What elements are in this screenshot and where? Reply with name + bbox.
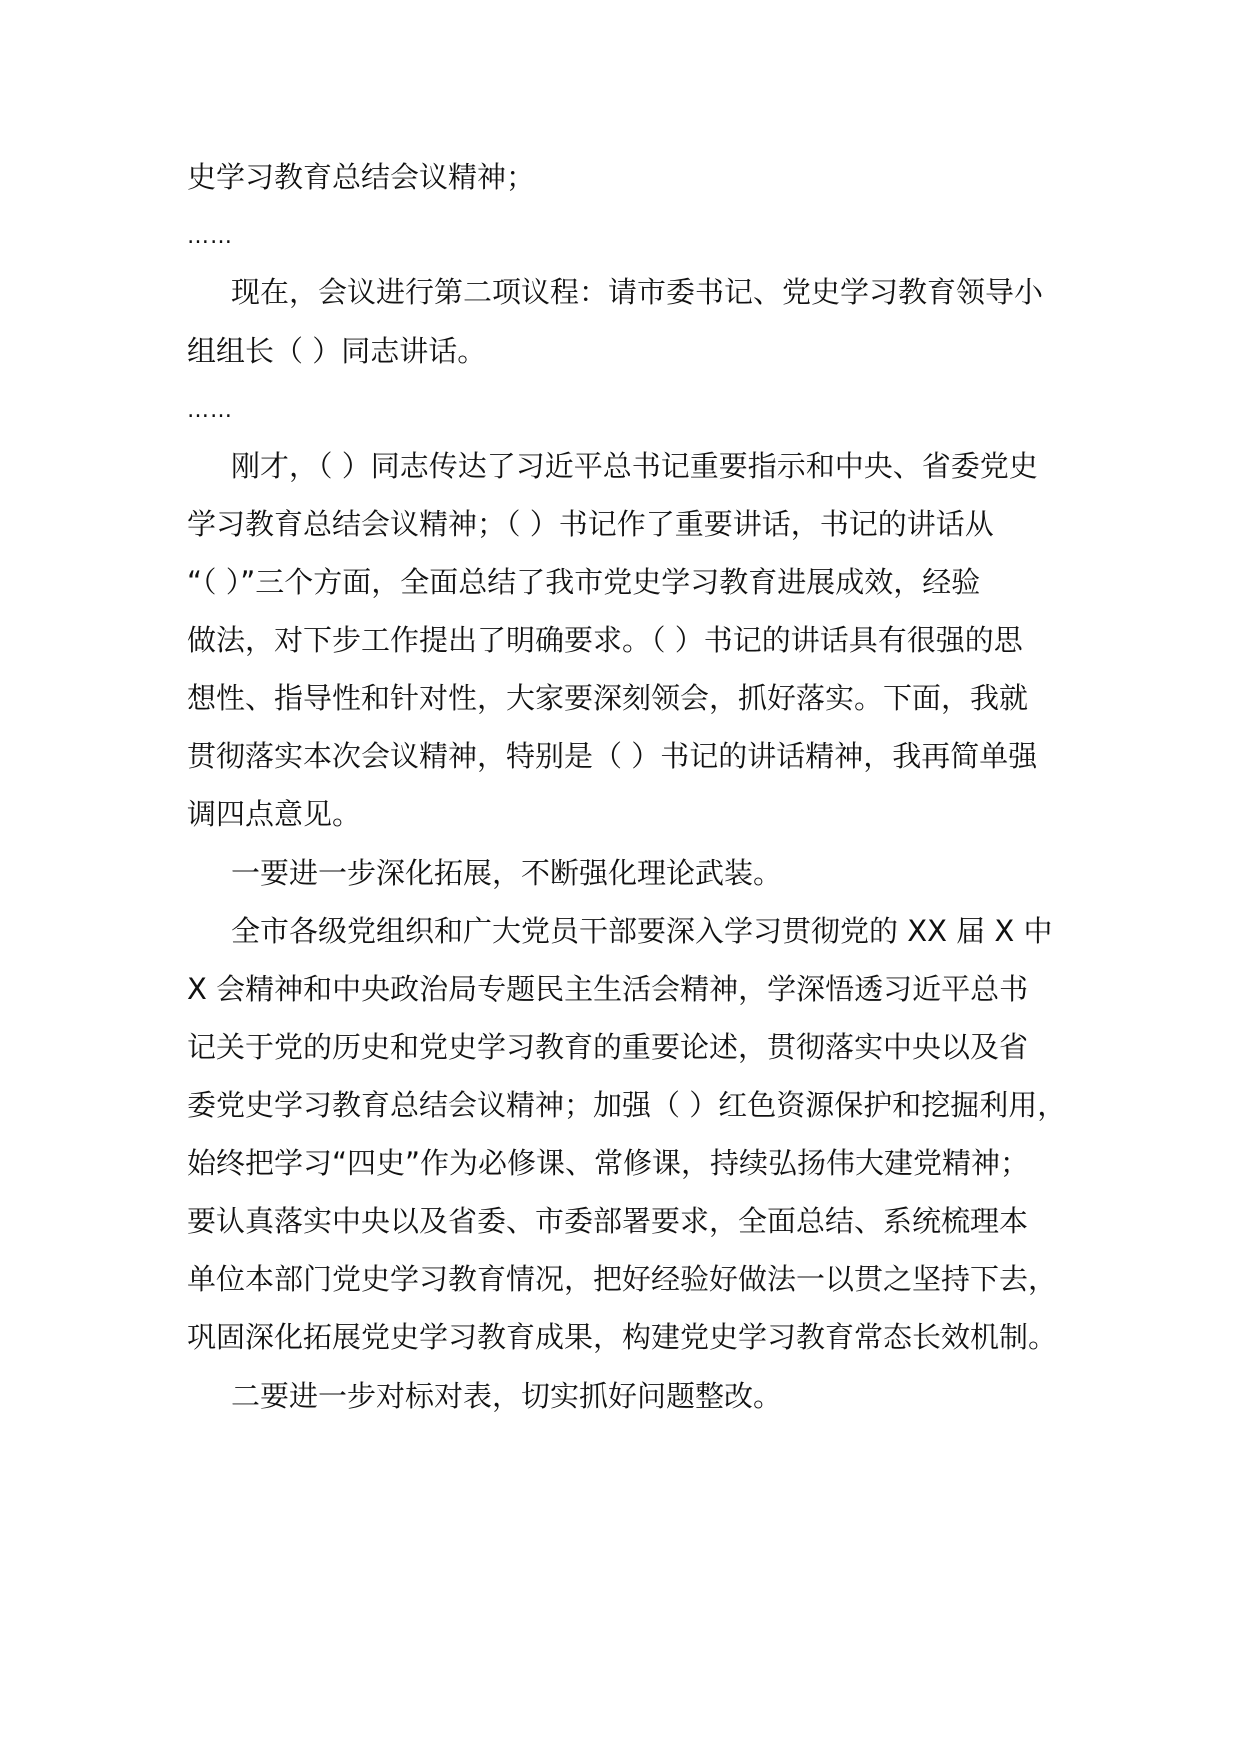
- text-line: 单位本部门党史学习教育情况，把好经验好做法一以贯之坚持下去，: [187, 1262, 1058, 1296]
- text-line: 委党史学习教育总结会议精神；加强（ ）红色资源保护和挖掘利用，: [187, 1088, 1067, 1122]
- ellipsis-line: ……: [187, 398, 233, 423]
- text-line: 贯彻落实本次会议精神，特别是（ ）书记的讲话精神，我再简单强: [187, 739, 1038, 773]
- text-line: 学习教育总结会议精神；（ ）书记作了重要讲话，书记的讲话从: [187, 507, 994, 541]
- paragraph-line: 刚才，（ ）同志传达了习近平总书记重要指示和中央、省委党史: [231, 449, 1038, 483]
- text-line: 想性、指导性和针对性，大家要深刻领会，抓好落实。下面，我就: [187, 681, 1029, 715]
- text-line: 要认真落实中央以及省委、市委部署要求，全面总结、系统梳理本: [187, 1204, 1029, 1238]
- text-line: 始终把学习“四史”作为必修课、常修课，持续弘扬伟大建党精神；: [187, 1146, 1030, 1180]
- text-line: X 会精神和中央政治局专题民主生活会精神，学深悟透习近平总书: [187, 972, 1029, 1006]
- text-line: 组组长（ ）同志讲话。: [187, 334, 487, 368]
- section-heading: 一要进一步深化拓展，不断强化理论武装。: [231, 856, 783, 890]
- text-line: 史学习教育总结会议精神；: [187, 160, 536, 194]
- text-line: “（ ）”三个方面，全面总结了我市党史学习教育进展成效，经验: [187, 565, 981, 599]
- text-line: 巩固深化拓展党史学习教育成果，构建党史学习教育常态长效机制。: [187, 1320, 1058, 1354]
- text-line: 记关于党的历史和党史学习教育的重要论述，贯彻落实中央以及省: [187, 1030, 1029, 1064]
- text-line: 做法，对下步工作提出了明确要求。（ ）书记的讲话具有很强的思: [187, 623, 1023, 657]
- section-heading: 二要进一步对标对表，切实抓好问题整改。: [231, 1379, 783, 1413]
- text-line: 调四点意见。: [187, 797, 362, 831]
- paragraph-line: 全市各级党组织和广大党员干部要深入学习贯彻党的 XX 届 X 中: [231, 914, 1053, 948]
- ellipsis-line: ……: [187, 224, 233, 249]
- paragraph-line: 现在，会议进行第二项议程：请市委书记、党史学习教育领导小: [231, 275, 1044, 309]
